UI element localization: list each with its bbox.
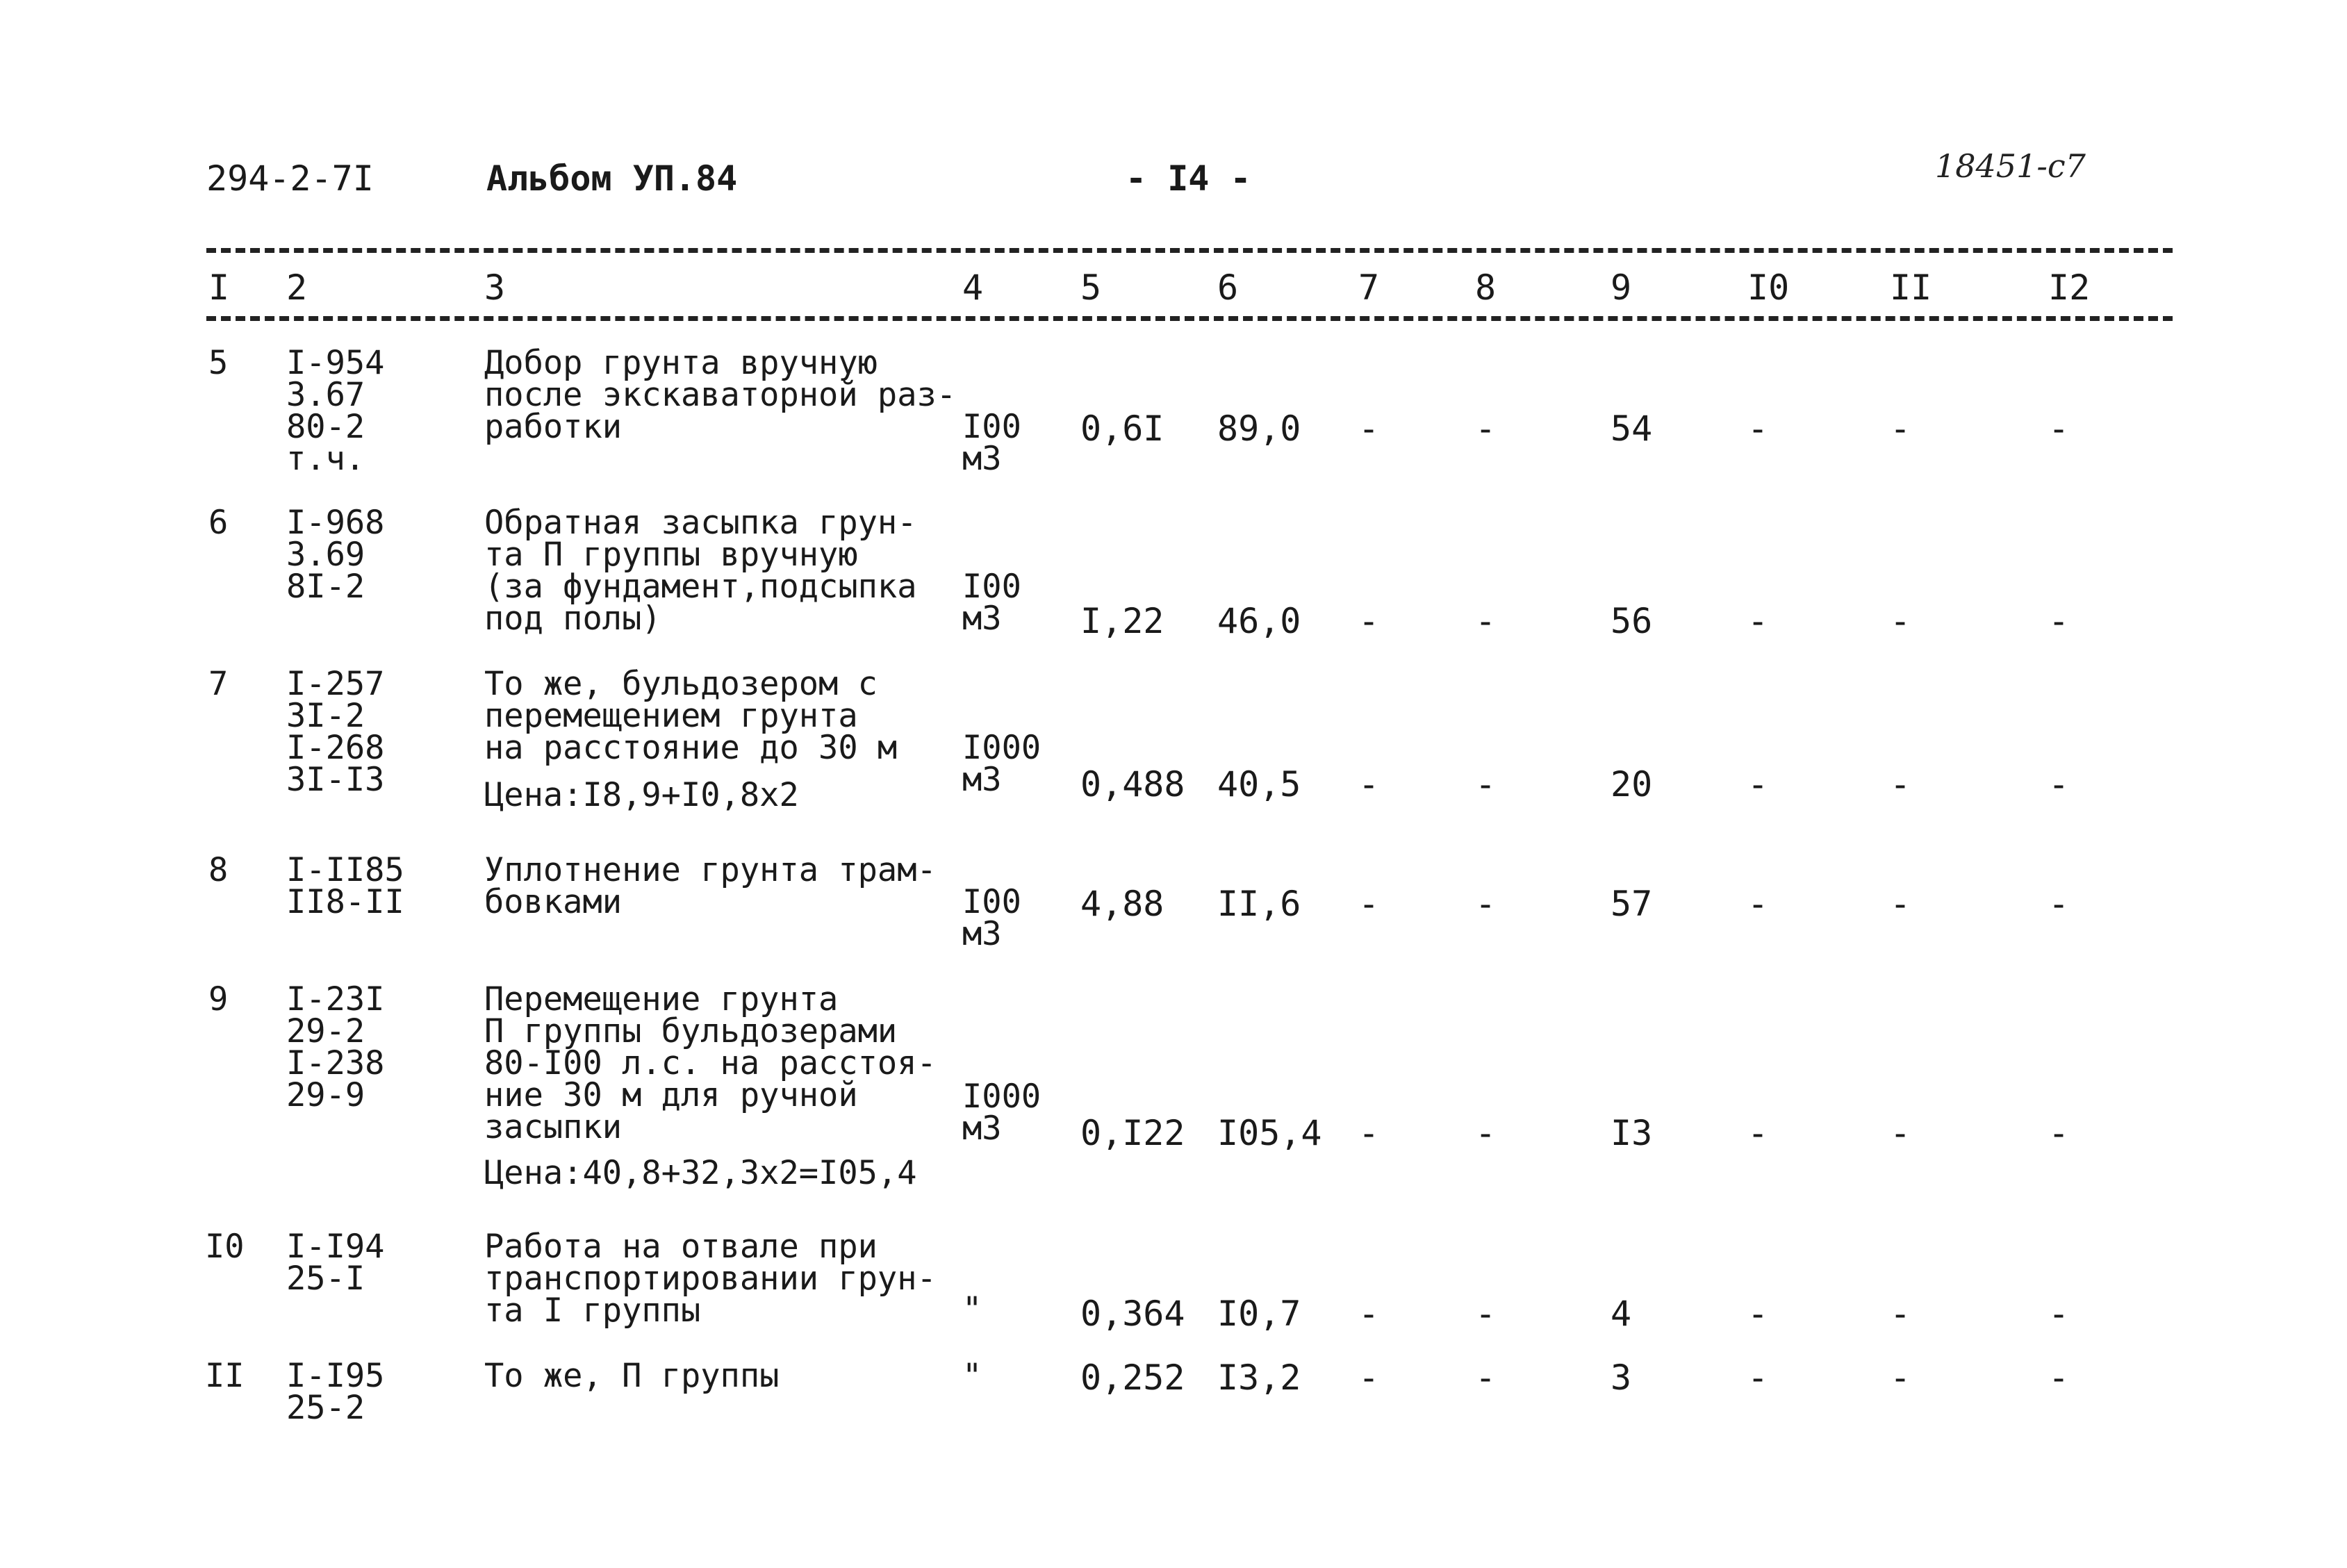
col-9-value: I3	[1611, 1113, 1653, 1153]
col-7-value: -	[1358, 1294, 1380, 1334]
column-header-11: II	[1890, 267, 1932, 308]
column-header-5: 5	[1080, 267, 1102, 308]
album-title: Альбом УП.84	[486, 158, 738, 199]
col-12-value: -	[2048, 1357, 2070, 1398]
unit-price: 46,0	[1217, 601, 1301, 641]
column-header-8: 8	[1475, 267, 1497, 308]
work-description: Перемещение грунта П группы бульдозерами 80-I00 л.с. на расстоя- ние 30 м для ручной засыпки	[484, 980, 937, 1146]
col-8-value: -	[1475, 884, 1497, 924]
quantity: 0,6I	[1080, 408, 1164, 449]
norm-code: I-954 3.67 80-2 т.ч.	[286, 344, 385, 478]
col-8-value: -	[1475, 601, 1497, 641]
unit: I000 м3	[962, 729, 1041, 799]
unit-price: 40,5	[1217, 764, 1301, 804]
col-11-value: -	[1890, 1357, 1911, 1398]
page-number: - I4 -	[1126, 158, 1251, 199]
col-8-value: -	[1475, 1113, 1497, 1153]
norm-code: I-II85 II8-II	[286, 851, 404, 921]
col-8-value: -	[1475, 408, 1497, 449]
col-12-value: -	[2048, 1113, 2070, 1153]
col-8-value: -	[1475, 1357, 1497, 1398]
column-header-7: 7	[1358, 267, 1380, 308]
quantity: 0,I22	[1080, 1113, 1185, 1153]
col-9-value: 54	[1611, 408, 1653, 449]
row-number: I0	[205, 1228, 245, 1266]
unit: I00 м3	[962, 883, 1021, 953]
work-description: Уплотнение грунта трам- бовками	[484, 851, 937, 921]
unit: I00 м3	[962, 408, 1021, 478]
unit-price: I3,2	[1217, 1357, 1301, 1398]
norm-code: I-I95 25-2	[286, 1357, 385, 1427]
quantity: 4,88	[1080, 884, 1164, 924]
unit-price: I05,4	[1217, 1113, 1322, 1153]
col-8-value: -	[1475, 764, 1497, 804]
col-12-value: -	[2048, 884, 2070, 924]
col-10-value: -	[1747, 884, 1769, 924]
col-12-value: -	[2048, 764, 2070, 804]
col-9-value: 56	[1611, 601, 1653, 641]
column-header-2: 2	[286, 267, 308, 308]
work-description: Обратная засыпка грун- та П группы вручную (за фундамент,подсыпка под полы)	[484, 504, 917, 638]
col-7-value: -	[1358, 408, 1380, 449]
unit: I00 м3	[962, 568, 1021, 638]
header-rule-bottom	[206, 316, 2173, 321]
work-description: Работа на отвале при транспортировании грун- та I группы	[484, 1228, 937, 1330]
norm-code: I-I94 25-I	[286, 1228, 385, 1298]
row-number: 7	[208, 665, 229, 703]
norm-code: I-23I 29-2 I-238 29-9	[286, 980, 385, 1114]
col-11-value: -	[1890, 408, 1911, 449]
work-description: То же, П группы	[484, 1357, 780, 1395]
row-number: 6	[208, 504, 229, 542]
quantity: 0,488	[1080, 764, 1185, 804]
quantity: 0,252	[1080, 1357, 1185, 1398]
price-note: Цена:I8,9+I0,8x2	[484, 776, 799, 814]
column-header-12: I2	[2048, 267, 2091, 308]
col-9-value: 3	[1611, 1357, 1632, 1398]
col-11-value: -	[1890, 764, 1911, 804]
row-number: 5	[208, 344, 229, 382]
unit: I000 м3	[962, 1078, 1041, 1148]
row-number: II	[205, 1357, 245, 1395]
col-9-value: 57	[1611, 884, 1653, 924]
handwritten-inventory-number: 18451-c7	[1935, 147, 2086, 185]
row-number: 9	[208, 980, 229, 1018]
document-code: 294-2-7I	[206, 158, 374, 199]
col-7-value: -	[1358, 764, 1380, 804]
col-12-value: -	[2048, 408, 2070, 449]
unit: "	[962, 1357, 982, 1395]
col-7-value: -	[1358, 1357, 1380, 1398]
col-11-value: -	[1890, 1294, 1911, 1334]
col-10-value: -	[1747, 764, 1769, 804]
col-12-value: -	[2048, 601, 2070, 641]
unit-price: 89,0	[1217, 408, 1301, 449]
quantity: I,22	[1080, 601, 1164, 641]
col-10-value: -	[1747, 408, 1769, 449]
unit: "	[962, 1290, 982, 1328]
unit-price: I0,7	[1217, 1294, 1301, 1334]
column-header-1: I	[208, 267, 230, 308]
price-note: Цена:40,8+32,3x2=I05,4	[484, 1154, 917, 1192]
col-9-value: 4	[1611, 1294, 1632, 1334]
col-9-value: 20	[1611, 764, 1653, 804]
norm-code: I-257 3I-2 I-268 3I-I3	[286, 665, 385, 799]
col-10-value: -	[1747, 1113, 1769, 1153]
col-10-value: -	[1747, 1357, 1769, 1398]
col-10-value: -	[1747, 601, 1769, 641]
work-description: Добор грунта вручную после экскаваторной раз- работки	[484, 344, 957, 446]
col-12-value: -	[2048, 1294, 2070, 1334]
col-7-value: -	[1358, 601, 1380, 641]
header-rule-top	[206, 248, 2173, 253]
col-8-value: -	[1475, 1294, 1497, 1334]
column-header-4: 4	[962, 267, 984, 308]
col-11-value: -	[1890, 884, 1911, 924]
col-7-value: -	[1358, 1113, 1380, 1153]
quantity: 0,364	[1080, 1294, 1185, 1334]
col-11-value: -	[1890, 1113, 1911, 1153]
norm-code: I-968 3.69 8I-2	[286, 504, 385, 606]
col-10-value: -	[1747, 1294, 1769, 1334]
column-header-6: 6	[1217, 267, 1239, 308]
col-7-value: -	[1358, 884, 1380, 924]
row-number: 8	[208, 851, 229, 889]
column-header-10: I0	[1747, 267, 1790, 308]
column-header-3: 3	[484, 267, 506, 308]
col-11-value: -	[1890, 601, 1911, 641]
column-header-9: 9	[1611, 267, 1632, 308]
work-description: То же, бульдозером с перемещением грунта на расстояние до 30 м	[484, 665, 898, 767]
unit-price: II,6	[1217, 884, 1301, 924]
